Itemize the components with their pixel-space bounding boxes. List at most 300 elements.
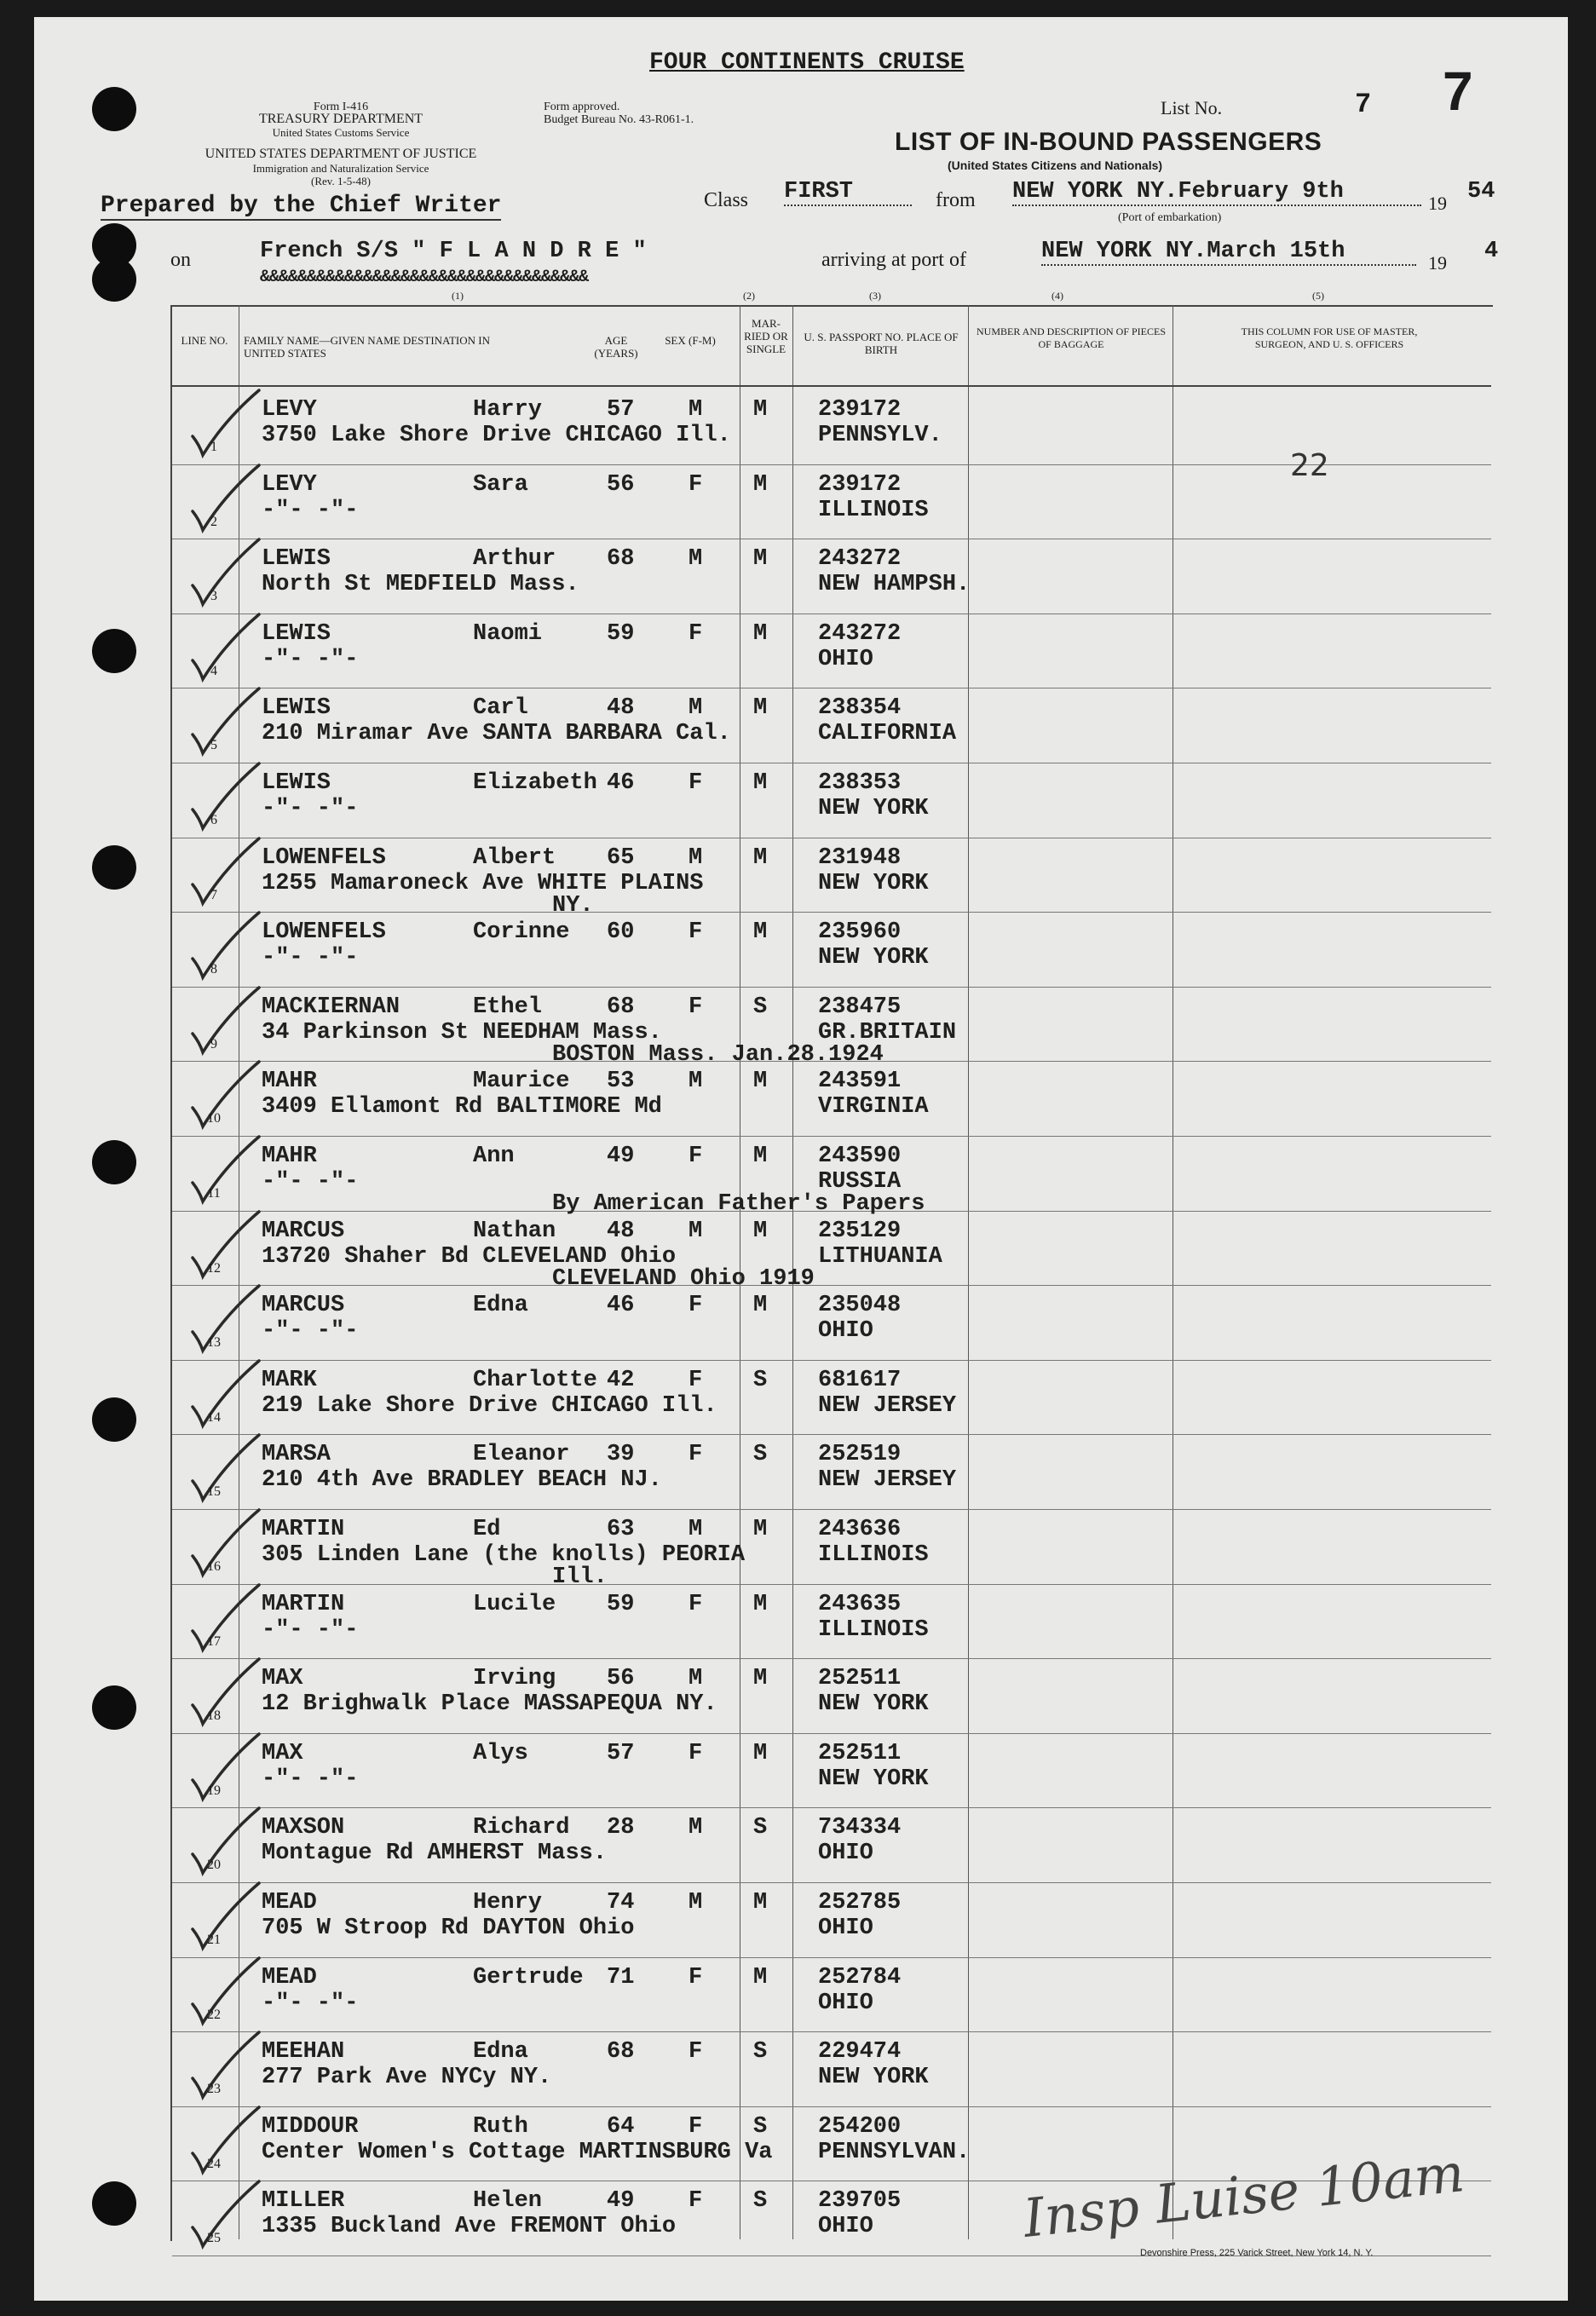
age: 71 [607, 1964, 635, 1990]
place-of-birth: NEW YORK [818, 1766, 929, 1792]
line-number: 16 [207, 1559, 221, 1574]
place-of-birth: ILLINOIS [818, 1616, 929, 1643]
sex: F [689, 1442, 703, 1468]
given-name: Richard [473, 1815, 570, 1841]
place-of-birth: OHIO [818, 1318, 873, 1345]
col-header-age: AGE (YEARS) [594, 334, 638, 360]
given-name: Arthur [473, 546, 556, 573]
destination: 34 Parkinson St NEEDHAM Mass. [262, 1019, 662, 1046]
passport-number: 243635 [818, 1591, 902, 1617]
passenger-row [0, 688, 1596, 763]
destination: -"- -"- [262, 945, 359, 971]
marital-status: M [753, 546, 768, 573]
col-header-passport: U. S. PASSPORT NO. PLACE OF BIRTH [804, 331, 959, 356]
sex: M [689, 397, 703, 423]
family-name: MEEHAN [262, 2039, 345, 2065]
given-name: Albert [473, 844, 556, 871]
column-number-5: (5) [1312, 290, 1324, 302]
line-number: 14 [207, 1409, 221, 1425]
place-of-birth: OHIO [818, 1990, 873, 2016]
marital-status: M [753, 919, 768, 946]
line-number: 1 [210, 440, 217, 454]
sex: M [689, 546, 703, 573]
marital-status: M [753, 471, 768, 498]
place-of-birth: OHIO [818, 1916, 873, 1941]
passenger-row [0, 1361, 1596, 1436]
destination: -"- -"- [262, 646, 359, 672]
place-of-birth: NEW JERSEY [818, 1467, 957, 1494]
printer-credit: Devonshire Press, 225 Varick Street, New York 14, N. Y. [1140, 2248, 1374, 2258]
place-of-birth: NEW JERSEY [818, 1392, 957, 1419]
passenger-row [0, 1435, 1596, 1510]
age: 68 [607, 994, 635, 1020]
passport-number: 243272 [818, 620, 902, 647]
destination: Center Women's Cottage MARTINSBURG Va [262, 2139, 773, 2165]
given-name: Naomi [473, 620, 543, 647]
marital-status: S [753, 2113, 768, 2140]
family-name: MARK [262, 1367, 317, 1393]
destination: Montague Rd AMHERST Mass. [262, 1841, 608, 1867]
ship-underline: &&&&&&&&&&&&&&&&&&&&&&&&&&&&&&&&&&& [260, 268, 589, 287]
passport-number: 238354 [818, 695, 902, 722]
marital-status: M [753, 1293, 768, 1319]
col-header-line: LINE NO. [181, 334, 228, 347]
officer-annotation: 22 [1290, 448, 1329, 483]
destination: 3750 Lake Shore Drive CHICAGO Ill. [262, 423, 731, 448]
age: 68 [607, 546, 635, 573]
column-number-4: (4) [1052, 290, 1063, 302]
list-no-handwritten: 7 [1443, 60, 1473, 122]
extra-note: BOSTON Mass. Jan.28.1924 [552, 1041, 884, 1068]
year-prefix-2: 19 [1428, 252, 1447, 274]
extra-note: By American Father's Papers [552, 1191, 925, 1217]
budget-bureau: Budget Bureau No. 43-R061-1. [544, 113, 694, 126]
family-name: MACKIERNAN [262, 994, 400, 1020]
line-number: 6 [210, 813, 217, 827]
family-name: MARTIN [262, 1517, 345, 1542]
line-number: 10 [207, 1111, 221, 1126]
given-name: Irving [473, 1666, 556, 1692]
sex: F [689, 919, 703, 946]
family-name: LOWENFELS [262, 844, 386, 871]
destination: -"- -"- [262, 1990, 359, 2016]
age: 57 [607, 1740, 635, 1766]
destination: -"- -"- [262, 1616, 359, 1643]
family-name: MARTIN [262, 1591, 345, 1617]
year-prefix-1: 19 [1428, 193, 1447, 214]
treasury-label: TREASURY DEPARTMENT [258, 112, 423, 126]
list-subtitle: (United States Citizens and Nationals) [948, 158, 1163, 172]
passport-number: 231948 [818, 844, 902, 871]
marital-status: S [753, 2188, 768, 2215]
passenger-row [0, 1958, 1596, 2033]
customs-label: United States Customs Service [272, 126, 410, 139]
destination: North St MEDFIELD Mass. [262, 572, 579, 598]
line-number: 3 [210, 589, 217, 604]
list-no-label: List No. [1161, 97, 1223, 118]
destination: -"- -"- [262, 796, 359, 821]
destination: 210 4th Ave BRADLEY BEACH NJ. [262, 1467, 662, 1494]
prepared-by: Prepared by the Chief Writer [101, 193, 502, 219]
place-of-birth: NEW YORK [818, 796, 929, 821]
passenger-row [0, 2032, 1596, 2107]
line-number: 4 [210, 663, 217, 678]
age: 28 [607, 1815, 635, 1841]
form-approved: Form approved. [544, 101, 620, 113]
family-name: MAX [262, 1666, 303, 1692]
sex: M [689, 1069, 703, 1095]
given-name: Nathan [473, 1218, 556, 1244]
age: 48 [607, 695, 635, 722]
place-of-birth: ILLINOIS [818, 1542, 929, 1568]
line-number: 8 [210, 962, 217, 977]
destination: 12 Brighwalk Place MASSAPEQUA NY. [262, 1691, 717, 1718]
line-number: 12 [207, 1260, 221, 1276]
from-label: from [936, 189, 976, 211]
marital-status: S [753, 1442, 768, 1468]
sex: M [689, 1666, 703, 1692]
family-name: MAHR [262, 1144, 317, 1169]
destination: 13720 Shaher Bd CLEVELAND Ohio [262, 1243, 677, 1270]
class-value: FIRST [784, 179, 912, 206]
place-of-birth: OHIO [818, 646, 873, 672]
family-name: LEVY [262, 397, 317, 423]
place-of-birth: NEW YORK [818, 2065, 929, 2091]
sex: M [689, 695, 703, 722]
sex: M [689, 1517, 703, 1542]
destination: -"- -"- [262, 1318, 359, 1345]
passenger-row [0, 1510, 1596, 1590]
passport-number: 239172 [818, 471, 902, 498]
column-number-2: (2) [743, 290, 755, 302]
family-name: LOWENFELS [262, 919, 386, 946]
given-name: Carl [473, 695, 528, 722]
arriving-label: arriving at port of [821, 249, 966, 271]
age: 60 [607, 919, 635, 946]
marital-status: M [753, 1218, 768, 1244]
passenger-row [0, 1734, 1596, 1809]
age: 46 [607, 770, 635, 796]
passenger-row [0, 988, 1596, 1068]
given-name: Lucile [473, 1591, 556, 1617]
age: 49 [607, 1144, 635, 1169]
sex: F [689, 1293, 703, 1319]
on-label: on [170, 249, 191, 271]
destination: 1255 Mamaroneck Ave WHITE PLAINS [262, 870, 704, 896]
passport-number: 252511 [818, 1740, 902, 1766]
line-number: 13 [207, 1335, 221, 1351]
age: 63 [607, 1517, 635, 1542]
line-number: 20 [207, 1858, 221, 1873]
arriving-value: NEW YORK NY.March 15th [1041, 239, 1416, 266]
revision-label: (Rev. 1-5-48) [311, 175, 371, 187]
family-name: MEAD [262, 1890, 317, 1916]
marital-status: M [753, 695, 768, 722]
cruise-title: FOUR CONTINENTS CRUISE [649, 49, 965, 76]
destination: -"- -"- [262, 1766, 359, 1792]
place-of-birth: VIRGINIA [818, 1094, 929, 1121]
given-name: Ed [473, 1517, 501, 1542]
family-name: LEWIS [262, 546, 331, 573]
family-name: MAX [262, 1740, 303, 1766]
family-name: MARCUS [262, 1293, 345, 1319]
sex: F [689, 1964, 703, 1990]
place-of-birth: NEW YORK [818, 945, 929, 971]
passport-number: 235048 [818, 1293, 902, 1319]
sex: F [689, 1591, 703, 1617]
passenger-row [0, 1062, 1596, 1137]
passport-number: 235129 [818, 1218, 902, 1244]
destination: -"- -"- [262, 1169, 359, 1195]
marital-status: S [753, 2039, 768, 2065]
passport-number: 681617 [818, 1367, 902, 1393]
passenger-row [0, 1212, 1596, 1292]
given-name: Eleanor [473, 1442, 570, 1468]
given-name: Charlotte [473, 1367, 597, 1393]
age: 74 [607, 1890, 635, 1916]
passport-number: 235960 [818, 919, 902, 946]
family-name: LEVY [262, 471, 317, 498]
age: 39 [607, 1442, 635, 1468]
passenger-row [0, 614, 1596, 689]
passport-number: 243591 [818, 1069, 902, 1095]
passenger-row [0, 1137, 1596, 1217]
sex: F [689, 2039, 703, 2065]
line-number: 21 [207, 1933, 221, 1947]
marital-status: M [753, 1890, 768, 1916]
sex: F [689, 994, 703, 1020]
destination: 277 Park Ave NYCy NY. [262, 2065, 552, 2091]
class-label: Class [704, 189, 749, 211]
marital-status: S [753, 1815, 768, 1841]
destination: 210 Miramar Ave SANTA BARBARA Cal. [262, 721, 731, 747]
line-number: 2 [210, 514, 217, 529]
place-of-birth: CALIFORNIA [818, 721, 957, 747]
destination: 219 Lake Shore Drive CHICAGO Ill. [262, 1392, 717, 1419]
header-divider [172, 385, 1491, 387]
passport-number: 243590 [818, 1144, 902, 1169]
passport-number: 238475 [818, 994, 902, 1020]
given-name: Ruth [473, 2113, 528, 2140]
given-name: Maurice [473, 1069, 570, 1095]
marital-status: M [753, 1517, 768, 1542]
sex: F [689, 2188, 703, 2215]
from-value: NEW YORK NY.February 9th [1012, 179, 1421, 206]
place-of-birth: NEW YORK [818, 870, 929, 896]
ship-name: French S/S " F L A N D R E " [260, 239, 647, 264]
age: 53 [607, 1069, 635, 1095]
place-of-birth: NEW YORK [818, 1691, 929, 1718]
year-suffix-2: 4 [1484, 239, 1499, 264]
place-of-birth: PENNSYLV. [818, 423, 942, 448]
passenger-row [0, 1585, 1596, 1660]
col-header-married: MAR-RIED OR SINGLE [744, 317, 788, 355]
age: 59 [607, 1591, 635, 1617]
passport-number: 252785 [818, 1890, 902, 1916]
passenger-row [0, 465, 1596, 540]
passenger-row [0, 539, 1596, 614]
marital-status: M [753, 844, 768, 871]
col-header-baggage: NUMBER AND DESCRIPTION OF PIECES OF BAGGAGE [976, 326, 1167, 350]
given-name: Edna [473, 1293, 528, 1319]
sex: F [689, 1144, 703, 1169]
family-name: MILLER [262, 2188, 345, 2215]
given-name: Ann [473, 1144, 515, 1169]
line-number: 23 [207, 2082, 221, 2097]
place-of-birth: OHIO [818, 1841, 873, 1867]
line-number: 7 [210, 887, 217, 902]
family-name: LEWIS [262, 770, 331, 796]
marital-status: S [753, 1367, 768, 1393]
destination: 1335 Buckland Ave FREMONT Ohio [262, 2214, 677, 2240]
place-of-birth: OHIO [818, 2214, 873, 2240]
given-name: Henry [473, 1890, 543, 1916]
place-of-birth: ILLINOIS [818, 497, 929, 523]
form-number: Form I-416 [313, 101, 369, 113]
column-number-1: (1) [452, 290, 464, 302]
passport-number: 239705 [818, 2188, 902, 2215]
line-number: 11 [207, 1186, 221, 1201]
marital-status: M [753, 620, 768, 647]
place-of-birth: LITHUANIA [818, 1243, 942, 1270]
place-of-birth: RUSSIA [818, 1169, 902, 1195]
place-of-birth: NEW HAMPSH. [818, 572, 971, 598]
year-suffix-1: 54 [1467, 179, 1495, 205]
line-number: 15 [207, 1484, 221, 1500]
marital-status: M [753, 770, 768, 796]
extra-note: NY. [552, 892, 594, 919]
passport-number: 243272 [818, 546, 902, 573]
destination: 3409 Ellamont Rd BALTIMORE Md [262, 1094, 662, 1121]
passenger-row [0, 913, 1596, 988]
passport-number: 252519 [818, 1442, 902, 1468]
place-of-birth: GR.BRITAIN [818, 1019, 957, 1046]
marital-status: M [753, 1964, 768, 1990]
passenger-row [0, 1286, 1596, 1361]
marital-status: M [753, 1069, 768, 1095]
given-name: Helen [473, 2188, 543, 2215]
sex: M [689, 844, 703, 871]
line-number: 5 [210, 738, 217, 753]
marital-status: M [753, 1666, 768, 1692]
given-name: Corinne [473, 919, 570, 946]
age: 68 [607, 2039, 635, 2065]
age: 46 [607, 1293, 635, 1319]
sex: M [689, 1218, 703, 1244]
passport-number: 238353 [818, 770, 902, 796]
family-name: MAHR [262, 1069, 317, 1095]
family-name: LEWIS [262, 695, 331, 722]
sex: F [689, 2113, 703, 2140]
line-number: 24 [207, 2156, 221, 2171]
punch-hole [92, 257, 136, 302]
family-name: MARCUS [262, 1218, 345, 1244]
line-number: 18 [207, 1708, 221, 1724]
line-number: 9 [210, 1036, 217, 1051]
marital-status: M [753, 1591, 768, 1617]
given-name: Harry [473, 397, 543, 423]
line-number: 25 [207, 2231, 221, 2246]
given-name: Gertrude [473, 1964, 584, 1990]
family-name: MAXSON [262, 1815, 345, 1841]
passport-number: 254200 [818, 2113, 902, 2140]
justice-label: UNITED STATES DEPARTMENT OF JUSTICE [205, 147, 477, 161]
given-name: Alys [473, 1740, 528, 1766]
marital-status: M [753, 397, 768, 423]
sex: F [689, 620, 703, 647]
given-name: Elizabeth [473, 770, 597, 796]
age: 56 [607, 1666, 635, 1692]
age: 42 [607, 1367, 635, 1393]
sex: F [689, 1740, 703, 1766]
embark-note: (Port of embarkation) [1118, 211, 1222, 224]
list-title: LIST OF IN-BOUND PASSENGERS [895, 128, 1322, 156]
col-header-sex: SEX (F-M) [665, 334, 716, 347]
line-number: 17 [207, 1633, 221, 1649]
passport-number: 239172 [818, 397, 902, 423]
family-name: MIDDOUR [262, 2113, 359, 2140]
age: 49 [607, 2188, 635, 2215]
sex: F [689, 770, 703, 796]
line-number: 22 [207, 2007, 221, 2022]
destination: 705 W Stroop Rd DAYTON Ohio [262, 1916, 635, 1941]
passport-number: 734334 [818, 1815, 902, 1841]
sex: M [689, 1890, 703, 1916]
given-name: Sara [473, 471, 528, 498]
age: 65 [607, 844, 635, 871]
extra-note: Ill. [552, 1564, 608, 1590]
age: 59 [607, 620, 635, 647]
passport-number: 252784 [818, 1964, 902, 1990]
punch-hole [92, 87, 136, 131]
passenger-row [0, 390, 1596, 465]
extra-note: CLEVELAND Ohio 1919 [552, 1265, 815, 1292]
age: 64 [607, 2113, 635, 2140]
passenger-row [0, 763, 1596, 838]
passenger-row [0, 838, 1596, 919]
given-name: Ethel [473, 994, 543, 1020]
list-no-value: 7 [1355, 89, 1372, 120]
age: 48 [607, 1218, 635, 1244]
place-of-birth: PENNSYLVAN. [818, 2139, 971, 2165]
sex: F [689, 1367, 703, 1393]
col-header-name: FAMILY NAME—GIVEN NAME DESTINATION IN UNITED STATES [244, 334, 491, 360]
family-name: LEWIS [262, 620, 331, 647]
sex: F [689, 471, 703, 498]
inspector-signature: Insp Luise 10am [1020, 2141, 1467, 2250]
line-number: 19 [207, 1783, 221, 1798]
passenger-row [0, 1808, 1596, 1883]
marital-status: S [753, 994, 768, 1020]
destination: -"- -"- [262, 497, 359, 523]
passenger-row [0, 1659, 1596, 1734]
age: 56 [607, 471, 635, 498]
passport-number: 252511 [818, 1666, 902, 1692]
given-name: Edna [473, 2039, 528, 2065]
passenger-row [0, 1883, 1596, 1958]
passport-number: 243636 [818, 1517, 902, 1542]
age: 57 [607, 397, 635, 423]
sex: M [689, 1815, 703, 1841]
family-name: MARSA [262, 1442, 331, 1468]
col-header-officers: THIS COLUMN FOR USE OF MASTER, SURGEON, AND U. S. OFFICERS [1241, 326, 1418, 350]
marital-status: M [753, 1740, 768, 1766]
marital-status: M [753, 1144, 768, 1169]
destination: 305 Linden Lane (the knolls) PEORIA [262, 1542, 746, 1568]
ins-label: Immigration and Naturalization Service [252, 162, 429, 175]
passport-number: 229474 [818, 2039, 902, 2065]
family-name: MEAD [262, 1964, 317, 1990]
